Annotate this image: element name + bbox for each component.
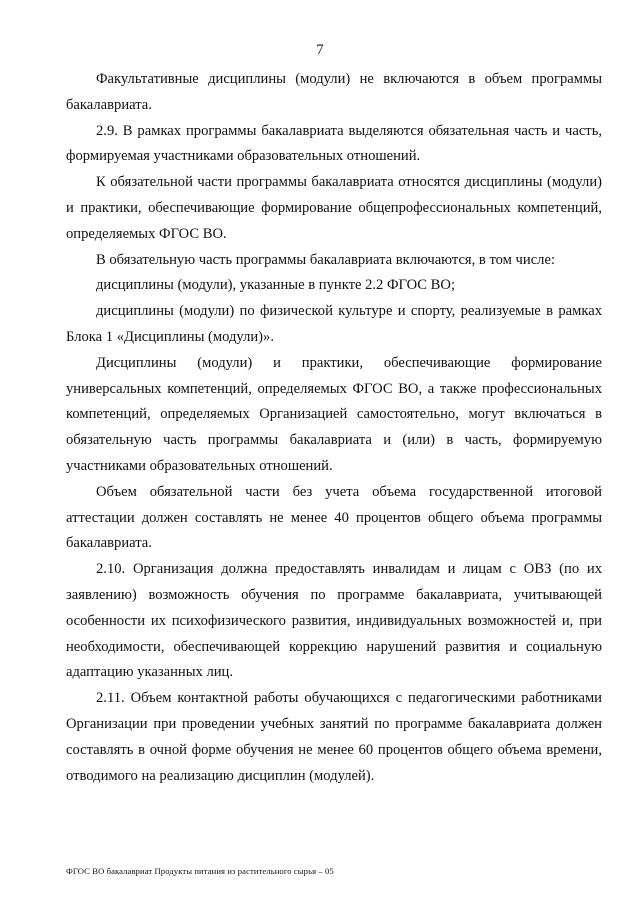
page-footer: ФГОС ВО бакалавриат Продукты питания из растительного сырья – 05 [66,866,334,876]
paragraph-mandatory-part: К обязательной части программы бакалавриата относятся дисциплины (модули) и практики, обеспечивающие формирование общепрофессиональных компетенций, определяемых ФГОС ВО. [66,174,602,242]
document-body [66,67,602,789]
paragraph-2-9: 2.9. В рамках программы бакалавриата выделяются обязательная часть и часть, формируемая участниками образовательных отношений. [66,122,602,165]
paragraph-universal-competencies: Дисциплины (модули) и практики, обеспечивающие формирование универсальных компетенций, определяемых ФГОС ВО, а также профессиональных компетенций, определяемых Организацией самостоятельно, могут включаться в обязательную часть программы бакалавриата и (или) в часть, формируемую участниками образовательных отношений. [66,354,602,474]
list-item-disciplines-2-2: дисциплины (модули), указанные в пункте 2.2 ФГОС ВО; [96,277,456,294]
page-number: 7 [316,42,324,58]
paragraph-optional-disciplines: Факультативные дисциплины (модули) не включаются в объем программы бакалавриата. [66,71,602,113]
paragraph-mandatory-volume: Объем обязательной части без учета объема государственной итоговой аттестации должен составлять не менее 40 процентов общего объема программы бакалавриата. [66,483,602,552]
paragraph-2-10: 2.10. Организация должна предоставлять инвалидам и лицам с ОВЗ (по их заявлению) возможность обучения по программе бакалавриата, учитывающей особенности их психофизического развития, индивидуальных возможностей и, при необходимости, обеспечивающей коррекцию нарушений развития и социальную адаптацию указанных лиц. [66,561,602,681]
paragraph-2-11: 2.11. Объем контактной работы обучающихся с педагогическими работниками Организации при проведении учебных занятий по программе бакалавриата должен составлять в очной форме обучения не менее 60 процентов общего объема времени, отводимого на реализацию дисциплин (модулей). [66,690,602,784]
list-item-physical-culture: дисциплины (модули) по физической культуре и спорту, реализуемые в рамках Блока 1 «Дисциплины (модули)». [66,303,602,345]
paragraph-mandatory-includes: В обязательную часть программы бакалавриата включаются, в том числе: [96,251,555,268]
